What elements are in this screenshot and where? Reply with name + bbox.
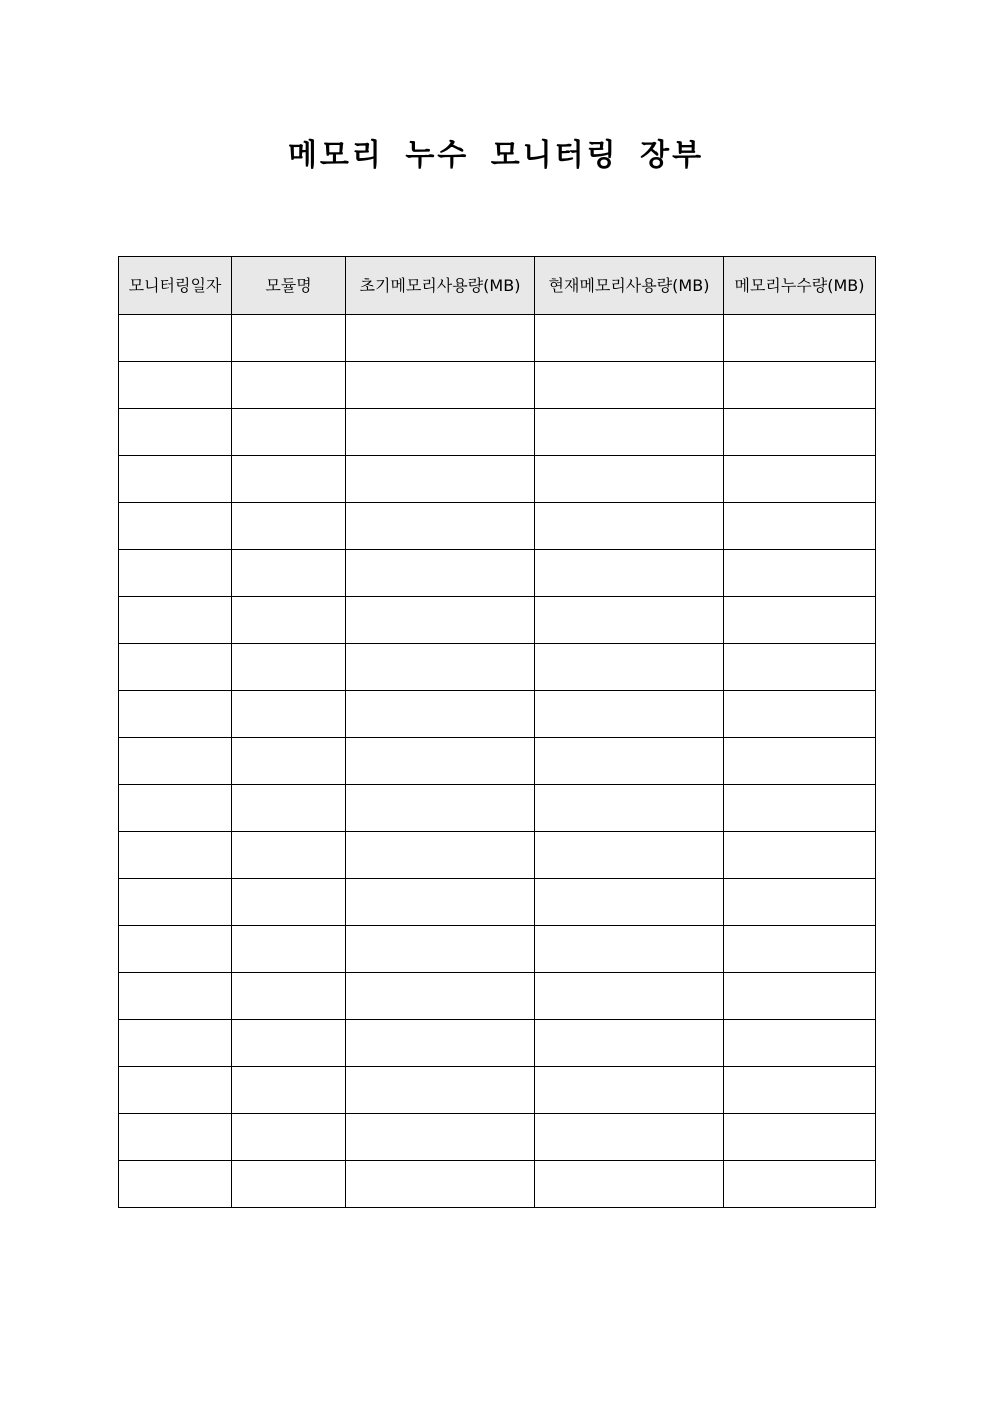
cell-initial-memory[interactable] [346, 1161, 535, 1208]
cell-memory-leak[interactable] [724, 738, 876, 785]
header-current-memory-usage: 현재메모리사용량(MB) [535, 257, 724, 315]
cell-monitoring-date[interactable] [119, 409, 232, 456]
cell-module-name[interactable] [232, 1114, 346, 1161]
header-monitoring-date: 모니터링일자 [119, 257, 232, 315]
cell-current-memory[interactable] [535, 550, 724, 597]
cell-monitoring-date[interactable] [119, 1161, 232, 1208]
table-row [119, 973, 876, 1020]
cell-initial-memory[interactable] [346, 1020, 535, 1067]
cell-module-name[interactable] [232, 1020, 346, 1067]
header-memory-leak-amount: 메모리누수량(MB) [724, 257, 876, 315]
cell-monitoring-date[interactable] [119, 1020, 232, 1067]
cell-initial-memory[interactable] [346, 785, 535, 832]
cell-monitoring-date[interactable] [119, 738, 232, 785]
cell-current-memory[interactable] [535, 1161, 724, 1208]
cell-memory-leak[interactable] [724, 1067, 876, 1114]
cell-module-name[interactable] [232, 1067, 346, 1114]
cell-initial-memory[interactable] [346, 644, 535, 691]
cell-memory-leak[interactable] [724, 597, 876, 644]
cell-initial-memory[interactable] [346, 879, 535, 926]
cell-monitoring-date[interactable] [119, 644, 232, 691]
cell-current-memory[interactable] [535, 1114, 724, 1161]
table-row [119, 1067, 876, 1114]
cell-current-memory[interactable] [535, 1020, 724, 1067]
cell-current-memory[interactable] [535, 973, 724, 1020]
cell-memory-leak[interactable] [724, 1114, 876, 1161]
cell-monitoring-date[interactable] [119, 456, 232, 503]
cell-initial-memory[interactable] [346, 738, 535, 785]
cell-monitoring-date[interactable] [119, 926, 232, 973]
cell-initial-memory[interactable] [346, 597, 535, 644]
cell-current-memory[interactable] [535, 644, 724, 691]
cell-memory-leak[interactable] [724, 832, 876, 879]
cell-monitoring-date[interactable] [119, 785, 232, 832]
cell-module-name[interactable] [232, 738, 346, 785]
cell-memory-leak[interactable] [724, 456, 876, 503]
cell-module-name[interactable] [232, 362, 346, 409]
cell-module-name[interactable] [232, 973, 346, 1020]
cell-initial-memory[interactable] [346, 973, 535, 1020]
cell-initial-memory[interactable] [346, 315, 535, 362]
table-row [119, 550, 876, 597]
cell-module-name[interactable] [232, 879, 346, 926]
cell-memory-leak[interactable] [724, 644, 876, 691]
cell-memory-leak[interactable] [724, 362, 876, 409]
cell-monitoring-date[interactable] [119, 1114, 232, 1161]
cell-initial-memory[interactable] [346, 362, 535, 409]
cell-module-name[interactable] [232, 1161, 346, 1208]
table-row [119, 691, 876, 738]
cell-memory-leak[interactable] [724, 785, 876, 832]
cell-initial-memory[interactable] [346, 832, 535, 879]
cell-module-name[interactable] [232, 503, 346, 550]
table-row [119, 879, 876, 926]
cell-initial-memory[interactable] [346, 503, 535, 550]
table-row [119, 362, 876, 409]
table-row [119, 738, 876, 785]
cell-current-memory[interactable] [535, 315, 724, 362]
cell-monitoring-date[interactable] [119, 691, 232, 738]
cell-memory-leak[interactable] [724, 315, 876, 362]
table-row [119, 409, 876, 456]
cell-memory-leak[interactable] [724, 409, 876, 456]
cell-initial-memory[interactable] [346, 550, 535, 597]
cell-monitoring-date[interactable] [119, 503, 232, 550]
table-row [119, 315, 876, 362]
cell-module-name[interactable] [232, 644, 346, 691]
cell-memory-leak[interactable] [724, 879, 876, 926]
table-row [119, 926, 876, 973]
table-body [119, 315, 876, 1208]
cell-memory-leak[interactable] [724, 973, 876, 1020]
document-title: 메모리 누수 모니터링 장부 [287, 138, 705, 173]
cell-memory-leak[interactable] [724, 503, 876, 550]
cell-monitoring-date[interactable] [119, 362, 232, 409]
cell-initial-memory[interactable] [346, 409, 535, 456]
cell-current-memory[interactable] [535, 362, 724, 409]
cell-current-memory[interactable] [535, 597, 724, 644]
cell-module-name[interactable] [232, 456, 346, 503]
cell-monitoring-date[interactable] [119, 879, 232, 926]
cell-memory-leak[interactable] [724, 1161, 876, 1208]
cell-initial-memory[interactable] [346, 1067, 535, 1114]
cell-module-name[interactable] [232, 315, 346, 362]
cell-module-name[interactable] [232, 832, 346, 879]
header-module-name: 모듈명 [232, 257, 346, 315]
table-row [119, 1114, 876, 1161]
cell-memory-leak[interactable] [724, 1020, 876, 1067]
cell-current-memory[interactable] [535, 785, 724, 832]
cell-module-name[interactable] [232, 691, 346, 738]
cell-monitoring-date[interactable] [119, 973, 232, 1020]
table-row [119, 597, 876, 644]
cell-module-name[interactable] [232, 409, 346, 456]
cell-current-memory[interactable] [535, 503, 724, 550]
cell-module-name[interactable] [232, 597, 346, 644]
cell-initial-memory[interactable] [346, 691, 535, 738]
cell-current-memory[interactable] [535, 1067, 724, 1114]
cell-current-memory[interactable] [535, 926, 724, 973]
cell-monitoring-date[interactable] [119, 315, 232, 362]
cell-current-memory[interactable] [535, 456, 724, 503]
cell-monitoring-date[interactable] [119, 597, 232, 644]
header-initial-memory-usage: 초기메모리사용량(MB) [346, 257, 535, 315]
cell-module-name[interactable] [232, 550, 346, 597]
cell-module-name[interactable] [232, 785, 346, 832]
cell-initial-memory[interactable] [346, 926, 535, 973]
cell-current-memory[interactable] [535, 879, 724, 926]
table-row [119, 1161, 876, 1208]
table-row [119, 785, 876, 832]
cell-memory-leak[interactable] [724, 691, 876, 738]
table-row [119, 503, 876, 550]
cell-monitoring-date[interactable] [119, 550, 232, 597]
cell-current-memory[interactable] [535, 409, 724, 456]
monitoring-table [118, 256, 876, 1208]
table-header-row [119, 257, 876, 315]
table-row [119, 832, 876, 879]
cell-current-memory[interactable] [535, 691, 724, 738]
cell-initial-memory[interactable] [346, 456, 535, 503]
cell-monitoring-date[interactable] [119, 832, 232, 879]
cell-current-memory[interactable] [535, 832, 724, 879]
cell-module-name[interactable] [232, 926, 346, 973]
cell-current-memory[interactable] [535, 738, 724, 785]
table-row [119, 644, 876, 691]
cell-initial-memory[interactable] [346, 1114, 535, 1161]
cell-memory-leak[interactable] [724, 926, 876, 973]
table-row [119, 456, 876, 503]
table-row [119, 1020, 876, 1067]
cell-monitoring-date[interactable] [119, 1067, 232, 1114]
cell-memory-leak[interactable] [724, 550, 876, 597]
